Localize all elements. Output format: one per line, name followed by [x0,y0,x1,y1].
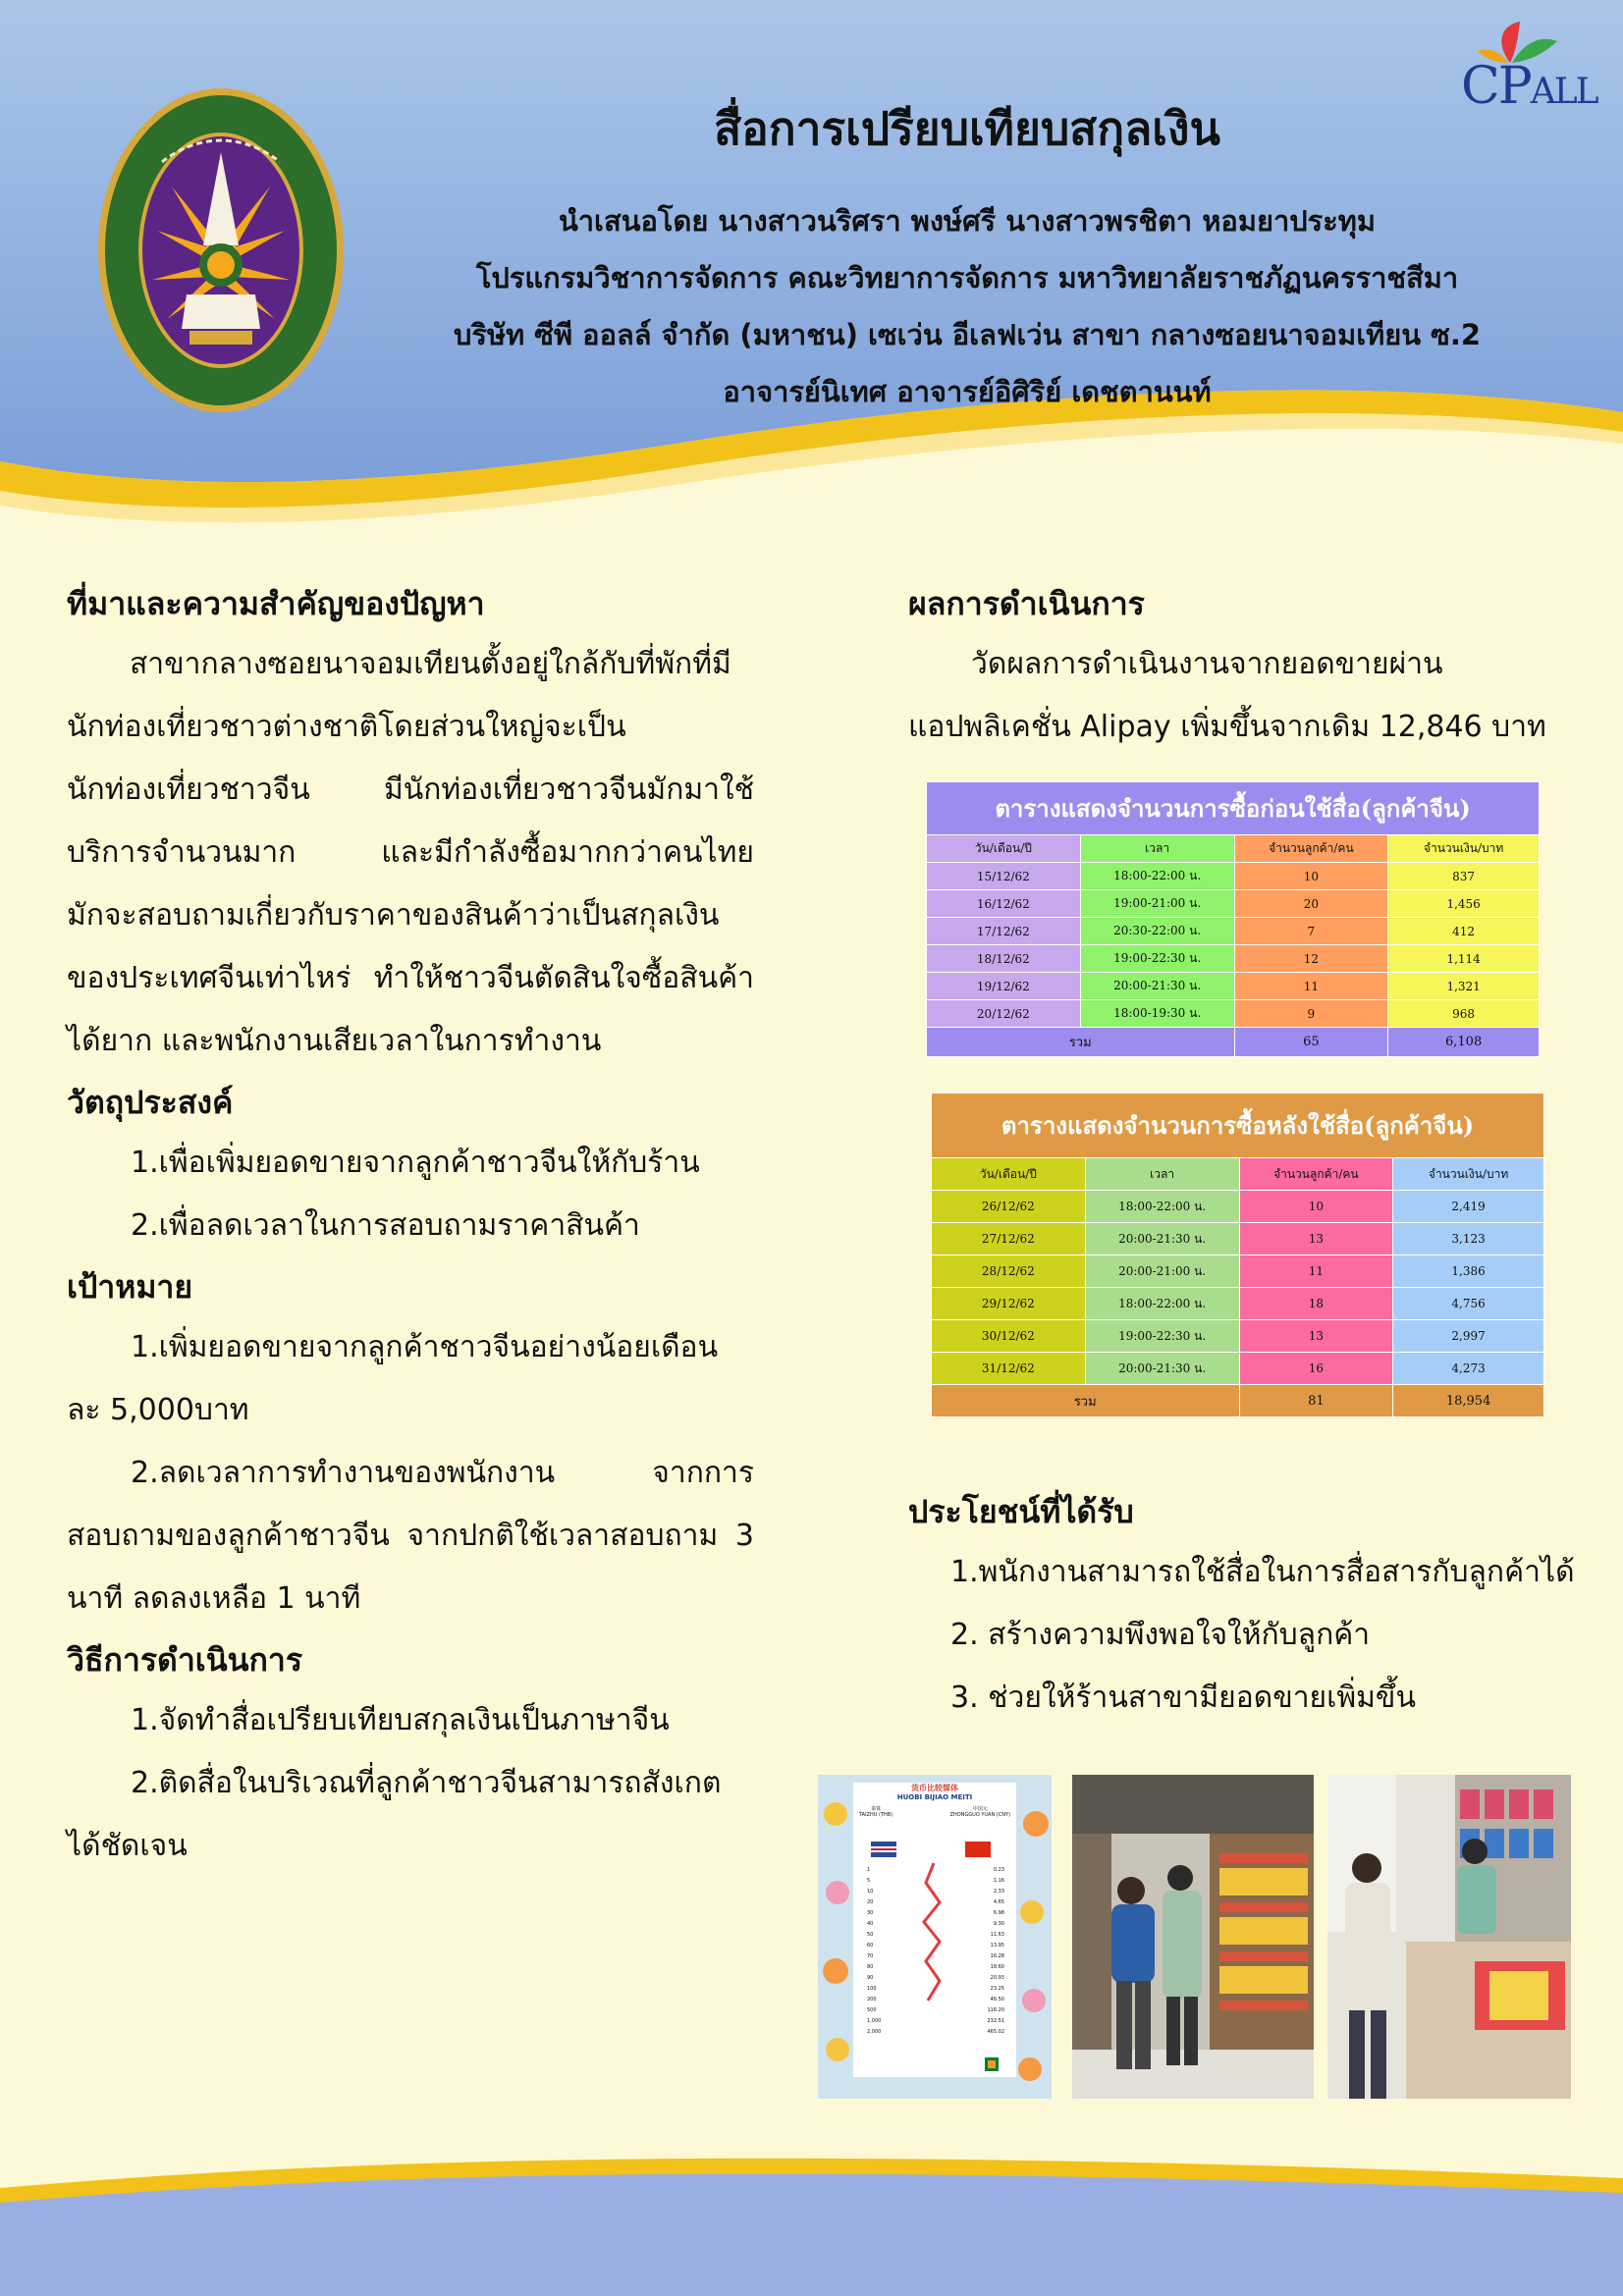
cell: 28/12/62 [932,1255,1086,1288]
thb-value: 30 [867,1910,874,1916]
cell: 18:00-22:00 น. [1085,1191,1239,1223]
cny-value: 11.63 [990,1932,1004,1938]
table-row [927,863,1540,890]
cell: 16/12/62 [927,890,1081,918]
media-rate-list [867,1865,1004,2038]
cny-value: 232.51 [987,2018,1004,2024]
media-rate-row [867,1984,1004,1995]
media-title-cn: 货币比较媒体 [911,1784,958,1792]
goal-line: 2.ลดเวลาการทำงานของพนักงาน จากการ [131,1456,754,1490]
cny-value: 13.95 [990,1943,1004,1949]
media-title-pinyin: HUOBI BIJIAO MEITI [896,1793,973,1801]
media-rate-row [867,2016,1004,2027]
media-rate-row [867,1941,1004,1951]
media-rate-row [867,1897,1004,1908]
media-rate-row [867,1865,1004,1876]
cell: 31/12/62 [932,1353,1086,1385]
cell: 20/12/62 [927,1000,1081,1028]
table-after-title: ตารางแสดงจำนวนการซื้อหลังใช้สื่อ(ลูกค้าจีน) [932,1094,1544,1158]
table-row [927,945,1540,973]
table-before [926,781,1540,1057]
footer-background [0,2149,1623,2296]
media-rate-row [867,1887,1004,1897]
cny-value: 18.60 [990,1964,1004,1970]
objective-item: 1.เพื่อเพิ่มยอดขายจากลูกค้าชาวจีนให้กับร้าน [131,1146,700,1180]
total-label: รวม [927,1028,1235,1057]
thb-value: 50 [867,1932,874,1938]
cell: 18/12/62 [927,945,1081,973]
cny-value: 20.93 [990,1975,1004,1981]
header-cell: วัน/เดือน/ปี [927,835,1081,863]
benefits-section [908,1482,1586,1730]
cell: 12 [1234,945,1388,973]
header-cell: จำนวนเงิน/บาท [1393,1158,1544,1191]
cny-value: 2.33 [993,1889,1004,1895]
cell: 30/12/62 [932,1320,1086,1353]
cell: 1,456 [1388,890,1540,918]
cell: 18:00-22:00 น. [1080,863,1234,890]
total-row [932,1385,1544,1417]
cny-value: 9.30 [993,1921,1004,1927]
header-text [373,93,1561,420]
total-customers: 81 [1239,1385,1393,1417]
media-rate-row [867,2027,1004,2038]
total-label: รวม [932,1385,1240,1417]
media-rate-row [867,1876,1004,1887]
cell: 11 [1234,973,1388,1000]
cell: 412 [1388,918,1540,945]
cell: 4,756 [1393,1288,1544,1320]
thb-value: 70 [867,1953,874,1959]
thb-value: 200 [867,1997,877,2002]
thb-value: 80 [867,1964,874,1970]
media-poster-text [853,1783,1016,1818]
store-scene-2 [1327,1775,1571,2099]
table-row [932,1320,1544,1353]
cny-value: 4.65 [993,1899,1004,1905]
thb-value: 90 [867,1975,874,1981]
table-row [927,973,1540,1000]
objective-heading: วัตถุประสงค์ [67,1084,234,1121]
table-row [927,918,1540,945]
cell: 2,997 [1393,1320,1544,1353]
goal-line: ละ 5,000บาท [67,1393,249,1427]
table-row [932,1191,1544,1223]
cny-value: 1.16 [993,1878,1004,1884]
total-row [927,1028,1540,1057]
method-line: ได้ชัดเจน [67,1829,188,1863]
company: บริษัท ซีพี ออลล์ จำกัด (มหาชน) เซเว่น อีเลฟเว่น สาขา กลางซอยนาจอมเทียน ซ.2 [453,318,1482,351]
program: โปรแกรมวิชาการจัดการ คณะวิทยาการจัดการ มหาวิทยาลัยราชภัฏนครราชสีมา [475,261,1459,294]
method-line: 2.ติดสื่อในบริเวณที่ลูกค้าชาวจีนสามารถสังเกต [131,1766,722,1800]
header-cell: เวลา [1085,1158,1239,1191]
cell: 13 [1239,1223,1393,1255]
cell: 20:00-21:30 น. [1085,1223,1239,1255]
thb-value: 2,000 [867,2029,882,2035]
table-row [932,1255,1544,1288]
poster-title: สื่อการเปรียบเทียบสกุลเงิน [714,102,1220,155]
cny-value: 46.50 [990,1997,1004,2002]
advisors: อาจารย์นิเทศ อาจารย์อิศิริย์ เดชตานนท์ [723,375,1212,408]
total-customers: 65 [1234,1028,1388,1057]
goal-heading: เป้าหมาย [67,1268,193,1306]
objective-item: 2.เพื่อลดเวลาในการสอบถามราคาสินค้า [131,1208,640,1243]
header-cell: เวลา [1080,835,1234,863]
cell: 20:00-21:30 น. [1080,973,1234,1000]
cell: 16 [1239,1353,1393,1385]
table-row [932,1223,1544,1255]
benefit-item: 3. ช่วยให้ร้านสาขามียอดขายเพิ่มขึ้น [950,1681,1416,1715]
cell: 837 [1388,863,1540,890]
cny-value: 6.98 [993,1910,1004,1916]
table-row [932,1288,1544,1320]
cell: 4,273 [1393,1353,1544,1385]
thb-value: 20 [867,1899,874,1905]
cny-value: 23.25 [990,1986,1004,1992]
cell: 20 [1234,890,1388,918]
cell: 1,114 [1388,945,1540,973]
thb-value: 500 [867,2007,877,2013]
header-cell: วัน/เดือน/ปี [932,1158,1086,1191]
total-amount: 6,108 [1388,1028,1540,1057]
cell: 11 [1239,1255,1393,1288]
background-line: นักท่องเที่ยวชาวจีน มีนักท่องเที่ยวชาวจีนมักมาใช้ [67,773,754,807]
media-rate-row [867,1930,1004,1941]
cell: 17/12/62 [927,918,1081,945]
table-row [932,1353,1544,1385]
cell: 20:00-21:30 น. [1085,1353,1239,1385]
cell: 1,321 [1388,973,1540,1000]
university-logo [93,83,349,417]
cell: 18:00-22:00 น. [1085,1288,1239,1320]
cell: 29/12/62 [932,1288,1086,1320]
benefit-item: 2. สร้างความพึงพอใจให้กับลูกค้า [950,1618,1371,1652]
cell: 19:00-22:30 น. [1085,1320,1239,1353]
cell: 20:00-21:00 น. [1085,1255,1239,1288]
cell: 20:30-22:00 น. [1080,918,1234,945]
media-rate-row [867,1951,1004,1962]
cell: 7 [1234,918,1388,945]
cell: 26/12/62 [932,1191,1086,1223]
cell: 19/12/62 [927,973,1081,1000]
media-rate-row [867,1962,1004,1973]
presenters: นำเสนอโดย นางสาวนริศรา พงษ์ศรี นางสาวพรชิตา หอมยาประทุม [558,204,1377,238]
thb-value: 40 [867,1921,874,1927]
results-heading: ผลการดำเนินการ [908,585,1145,622]
media-rate-row [867,1973,1004,1984]
cell: 15/12/62 [927,863,1081,890]
header-cell: จำนวนลูกค้า/คน [1239,1158,1393,1191]
col-th-pin: TAIZHU (THB) [859,1812,893,1818]
benefits-heading: ประโยชน์ที่ได้รับ [908,1493,1134,1530]
background-line: ได้ยาก และพนักงานเสียเวลาในการทำงาน [67,1024,602,1058]
cny-value: 16.28 [990,1953,1004,1959]
thb-value: 100 [867,1986,877,1992]
cell: 9 [1234,1000,1388,1028]
results-line: วัดผลการดำเนินงานจากยอดขายผ่าน [971,647,1443,681]
benefit-item: 1.พนักงานสามารถใช้สื่อในการสื่อสารกับลูกค้าได้ [950,1555,1575,1589]
store-photo-2 [1327,1775,1571,2099]
background-line: สาขากลางซอยนาจอมเทียนตั้งอยู่ใกล้กับที่พักที่มี [130,647,731,681]
col-cn-pin: ZHONGGUO YUAN (CNY) [949,1812,1010,1818]
background-heading: ที่มาและความสำคัญของปัญหา [67,585,485,622]
table-row [927,1000,1540,1028]
cell: 19:00-22:30 น. [1080,945,1234,973]
cell: 18:00-19:30 น. [1080,1000,1234,1028]
thb-value: 60 [867,1943,874,1949]
cell: 18 [1239,1288,1393,1320]
cell: 19:00-21:00 น. [1080,890,1234,918]
cell: 13 [1239,1320,1393,1353]
goal-line: นาที ลดลงเหลือ 1 นาที [67,1581,361,1616]
goal-line: 1.เพิ่มยอดขายจากลูกค้าชาวจีนอย่างน้อยเดือน [131,1330,719,1364]
cell: 968 [1388,1000,1540,1028]
background-line: นักท่องเที่ยวชาวต่างชาติโดยส่วนใหญ่จะเป็น [67,710,626,744]
method-heading: วิธีการดำเนินการ [67,1641,302,1679]
background-line: ของประเทศจีนเท่าไหร่ ทำให้ชาวจีนตัดสินใจซื้อสินค้า [67,961,754,995]
goal-line: สอบถามของลูกค้าชาวจีน จากปกติใช้เวลาสอบถาม 3 [67,1519,754,1553]
media-rate-row [867,1919,1004,1930]
header-cell: จำนวนลูกค้า/คน [1234,835,1388,863]
thb-value: 1,000 [867,2018,882,2024]
cell: 10 [1234,863,1388,890]
media-rate-row [867,2005,1004,2016]
cell: 10 [1239,1191,1393,1223]
table-before-title: ตารางแสดงจำนวนการซื้อก่อนใช้สื่อ(ลูกค้าจีน) [927,782,1540,835]
thb-value: 10 [867,1889,874,1895]
cpall-wordmark: CPALL [1461,57,1597,116]
col-cn: 中国元 [972,1806,988,1812]
results-line: แอปพลิเคชั่น Alipay เพิ่มขึ้นจากเดิม 12,846 บาท [908,710,1546,744]
store-photo-1 [1072,1775,1314,2099]
store-scene-1 [1072,1775,1314,2099]
cny-value: 116.20 [987,2007,1004,2013]
table-row [927,890,1540,918]
thb-value: 1 [867,1867,871,1873]
cell: 1,386 [1393,1255,1544,1288]
right-column [908,574,1576,759]
cny-value: 0.23 [993,1867,1004,1873]
media-rate-row [867,1908,1004,1919]
background-line: มักจะสอบถามเกี่ยวกับราคาของสินค้าว่าเป็นสกุลเงิน [67,898,720,933]
background-line: บริการจำนวนมาก และมีกำลังซื้อมากกว่าคนไทย [67,835,754,870]
thb-value: 5 [867,1878,871,1884]
cny-value: 465.02 [987,2029,1004,2035]
cell: 2,419 [1393,1191,1544,1223]
col-th: 泰铢 [871,1806,882,1812]
media-rate-row [867,1995,1004,2005]
total-amount: 18,954 [1393,1385,1544,1417]
left-column [67,574,754,1878]
method-line: 1.จัดทำสื่อเปรียบเทียบสกุลเงินเป็นภาษาจีน [131,1703,670,1737]
table-after [931,1093,1544,1417]
header-cell: จำนวนเงิน/บาท [1388,835,1540,863]
media-poster-photo [818,1775,1052,2099]
cell: 3,123 [1393,1223,1544,1255]
cell: 27/12/62 [932,1223,1086,1255]
